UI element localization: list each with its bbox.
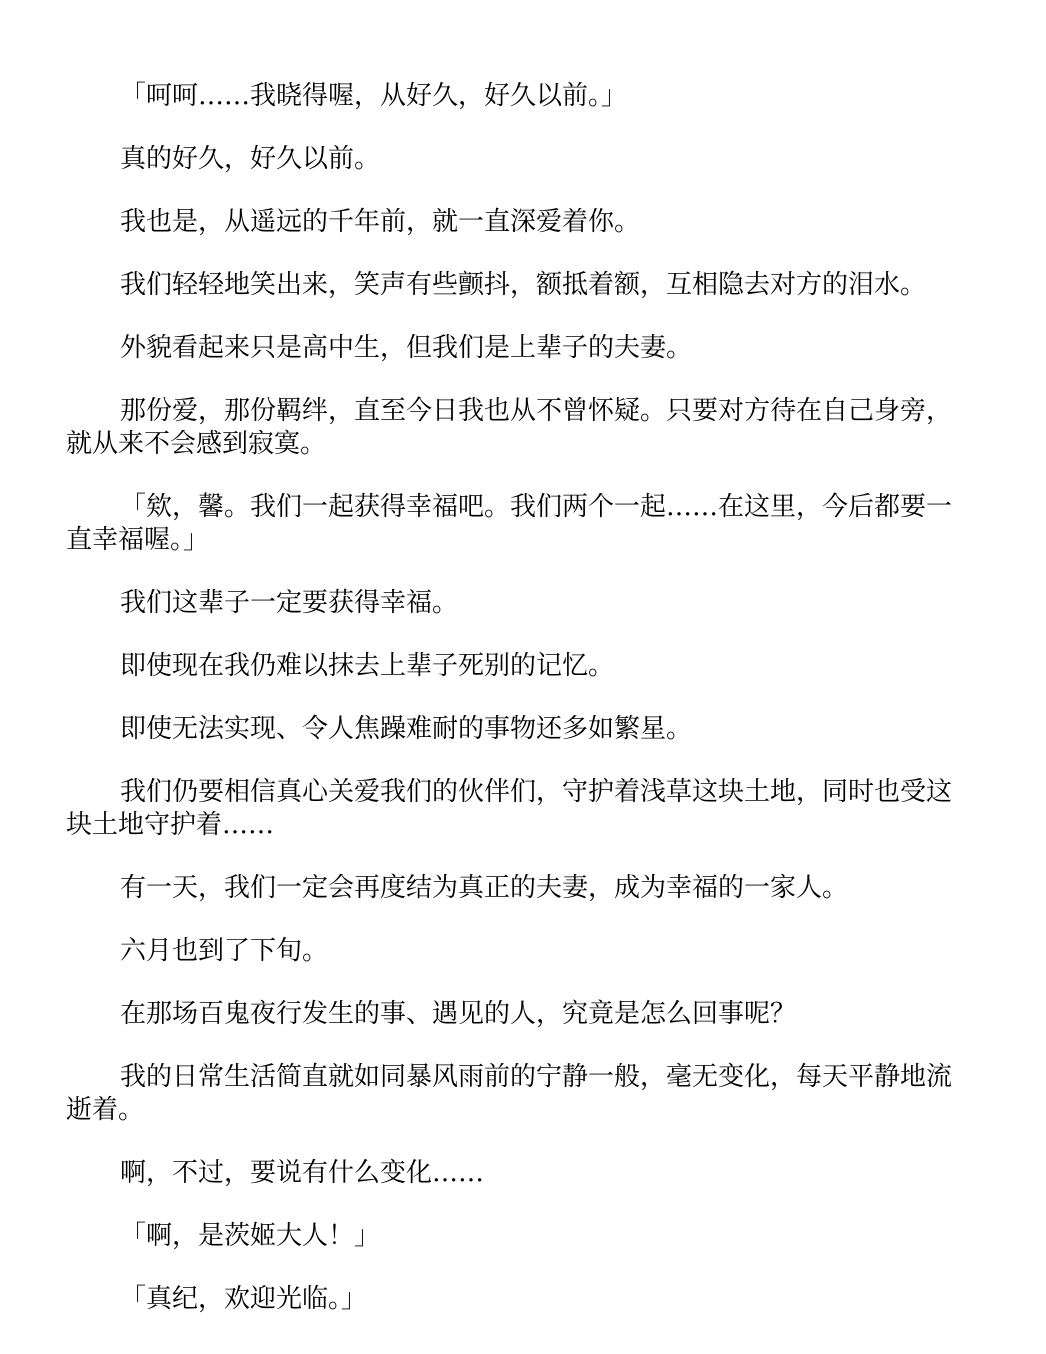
paragraph: 那份爱，那份羁绊，直至今日我也从不曾怀疑。只要对方待在自己身旁，就从来不会感到寂寞。 xyxy=(66,396,953,459)
paragraph: 我们这辈子一定要获得幸福。 xyxy=(120,588,459,618)
paragraph: 即使现在我仍难以抹去上辈子死别的记忆。 xyxy=(120,651,615,681)
paragraph: 「真纪，欢迎光临。」 xyxy=(120,1284,368,1314)
paragraph: 真的好久，好久以前。 xyxy=(120,144,381,174)
paragraph: 啊，不过，要说有什么变化…… xyxy=(120,1158,485,1188)
paragraph: 我们仍要相信真心关爱我们的伙伴们，守护着浅草这块土地，同时也受这块土地守护着…… xyxy=(66,777,953,840)
paragraph: 有一天，我们一定会再度结为真正的夫妻，成为幸福的一家人。 xyxy=(120,873,849,903)
paragraph: 「欸，馨。我们一起获得幸福吧。我们两个一起……在这里，今后都要一直幸福喔。」 xyxy=(66,492,953,555)
document-page xyxy=(66,80,974,1346)
paragraph: 六月也到了下旬。 xyxy=(120,936,329,966)
paragraph: 我也是，从遥远的千年前，就一直深爱着你。 xyxy=(120,207,641,237)
paragraph: 外貌看起来只是高中生，但我们是上辈子的夫妻。 xyxy=(120,333,693,363)
paragraph: 即使无法实现、令人焦躁难耐的事物还多如繁星。 xyxy=(120,714,693,744)
paragraph: 「呵呵……我晓得喔，从好久，好久以前。」 xyxy=(120,81,628,111)
paragraph: 我们轻轻地笑出来，笑声有些颤抖，额抵着额，互相隐去对方的泪水。 xyxy=(120,270,927,300)
paragraph: 在那场百鬼夜行发生的事、遇见的人，究竟是怎么回事呢？ xyxy=(120,999,797,1029)
paragraph: 我的日常生活简直就如同暴风雨前的宁静一般，毫无变化，每天平静地流逝着。 xyxy=(66,1062,953,1125)
paragraph: 「啊，是茨姬大人！」 xyxy=(120,1221,381,1251)
